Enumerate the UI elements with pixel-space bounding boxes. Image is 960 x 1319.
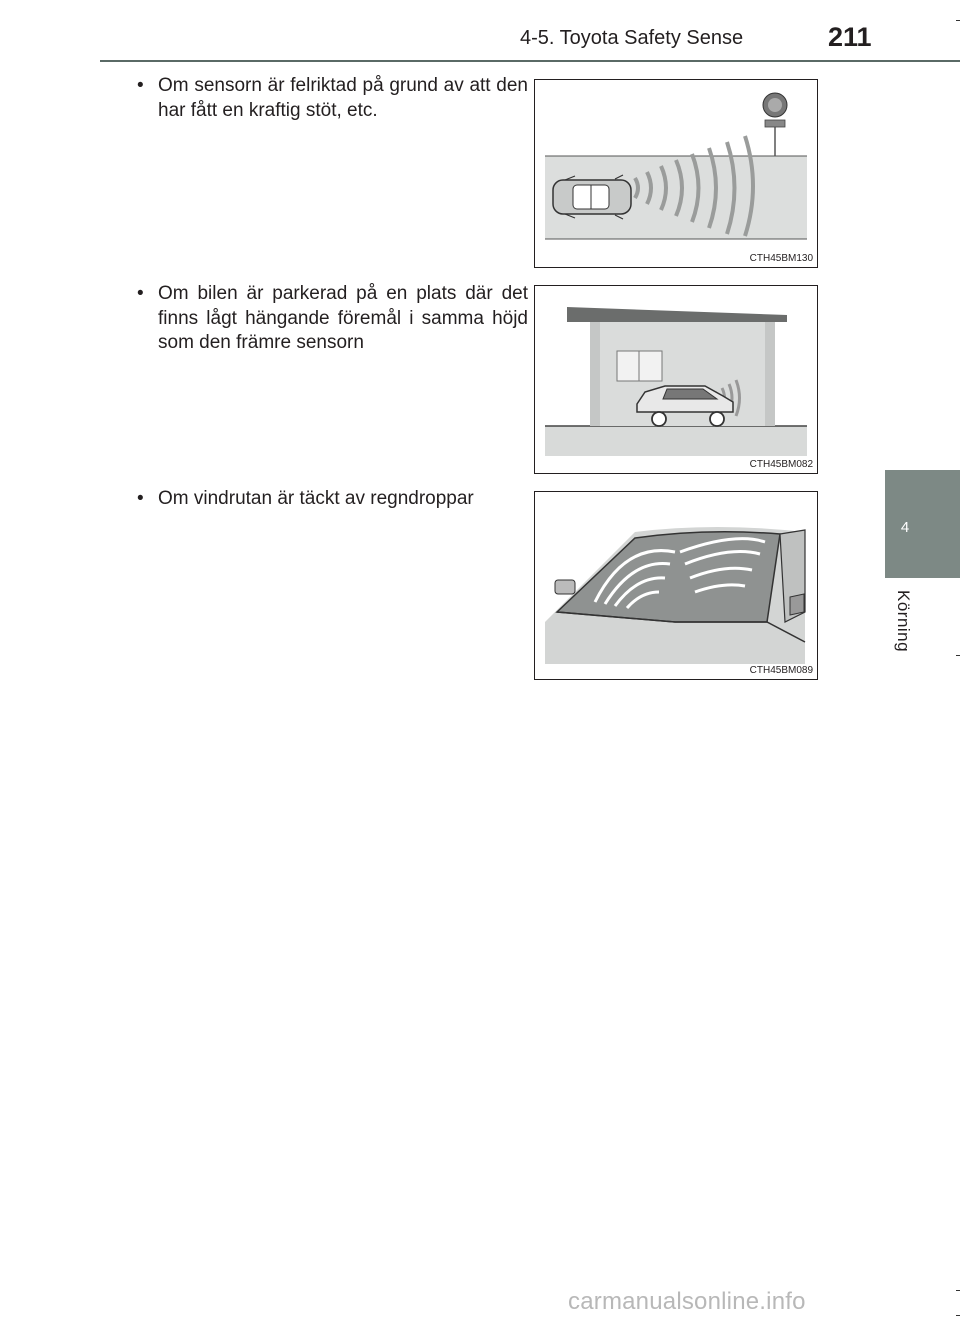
bullet-item: • Om vindrutan är täckt av regndroppar — [137, 487, 528, 512]
chapter-number: 4 — [900, 519, 910, 536]
bullet-item: • Om bilen är parkerad på en plats där det finns lågt hängande föremål i samma höjd som den främre sensorn — [137, 282, 528, 356]
sensor-misaligned-illustration — [535, 80, 817, 267]
figure-code: CTH45BM089 — [749, 665, 813, 676]
bullet-item: • Om sensorn är felriktad på grund av att den har fått en kraftig stöt, etc. — [137, 74, 528, 123]
header-rule — [100, 60, 960, 62]
figure-code: CTH45BM130 — [749, 253, 813, 264]
crop-mark — [956, 1290, 960, 1291]
crop-mark — [956, 1315, 960, 1316]
low-hanging-object-illustration — [535, 286, 817, 473]
crop-mark — [956, 20, 960, 21]
section-title: 4-5. Toyota Safety Sense — [520, 27, 744, 49]
windshield-rain-illustration — [535, 492, 817, 679]
page-number: 211 — [828, 22, 872, 52]
figure-windshield-rain — [534, 491, 818, 680]
crop-mark — [956, 655, 960, 656]
figure-code: CTH45BM082 — [749, 459, 813, 470]
chapter-label: Körning — [894, 590, 913, 653]
figure-low-hanging-object — [534, 285, 818, 474]
watermark: carmanualsonline.info — [568, 1288, 806, 1315]
figure-sensor-misaligned — [534, 79, 818, 268]
